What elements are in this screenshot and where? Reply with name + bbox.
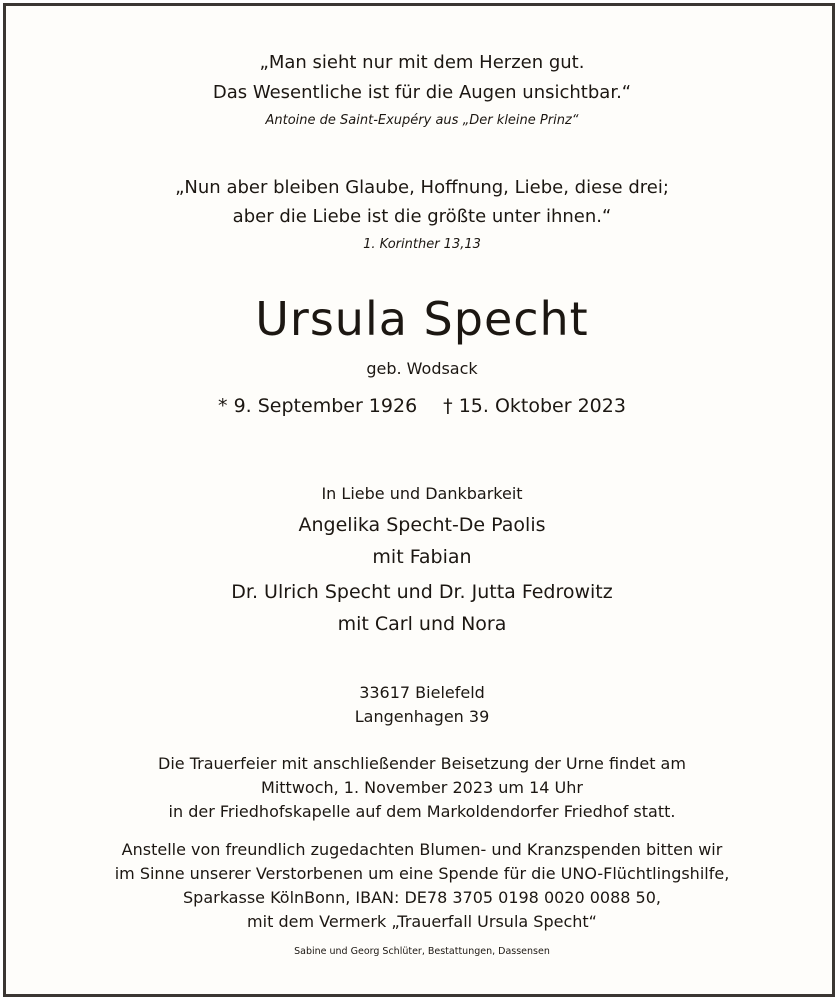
life-dates — [6, 395, 838, 417]
birth-date: * 9. September 1926 — [218, 395, 418, 417]
donation-line-4: mit dem Vermerk „Trauerfall Ursula Specht“ — [247, 912, 597, 931]
funeral-home-credit: Sabine und Georg Schlüter, Bestattungen, Dassensen — [294, 946, 550, 957]
quote-2-source: 1. Korinther 13,13 — [363, 237, 481, 252]
donation-line-3: Sparkasse KölnBonn, IBAN: DE78 3705 0198 0020 0088 50, — [183, 888, 661, 907]
donation-line-2: im Sinne unserer Verstorbenen um eine Spende für die UNO-Flüchtlingshilfe, — [114, 864, 730, 883]
ceremony-line-2: Mittwoch, 1. November 2023 um 14 Uhr — [261, 778, 583, 797]
ceremony-line-1: Die Trauerfeier mit anschließender Beisetzung der Urne findet am — [158, 754, 686, 773]
mourners-intro: In Liebe und Dankbarkeit — [321, 484, 523, 503]
quote-2-line-2: aber die Liebe ist die größte unter ihnen.“ — [232, 206, 612, 227]
quote-2-line-1: „Nun aber bleiben Glaube, Hoffnung, Liebe, diese drei; — [175, 177, 669, 198]
quote-1-source: Antoine de Saint-Exupéry aus „Der kleine Prinz“ — [265, 113, 579, 128]
address-city: 33617 Bielefeld — [359, 683, 485, 702]
ceremony-line-3: in der Friedhofskapelle auf dem Markoldendorfer Friedhof statt. — [168, 802, 676, 821]
mourner-family-1-with: mit Fabian — [372, 546, 472, 568]
mourner-family-2-with: mit Carl und Nora — [337, 613, 507, 635]
mourner-family-2-name: Dr. Ulrich Specht und Dr. Jutta Fedrowitz — [231, 581, 613, 603]
mourner-family-1-name: Angelika Specht-De Paolis — [298, 514, 546, 536]
birth-name: geb. Wodsack — [366, 359, 478, 378]
donation-line-1: Anstelle von freundlich zugedachten Blumen- und Kranzspenden bitten wir — [121, 840, 723, 859]
deceased-name: Ursula Specht — [255, 292, 589, 346]
obituary-notice — [3, 3, 835, 997]
quote-1-line-2: Das Wesentliche ist für die Augen unsichtbar.“ — [212, 82, 632, 103]
address-street: Langenhagen 39 — [354, 707, 490, 726]
quote-1-line-1: „Man sieht nur mit dem Herzen gut. — [259, 52, 585, 73]
death-date: † 15. Oktober 2023 — [443, 395, 626, 417]
